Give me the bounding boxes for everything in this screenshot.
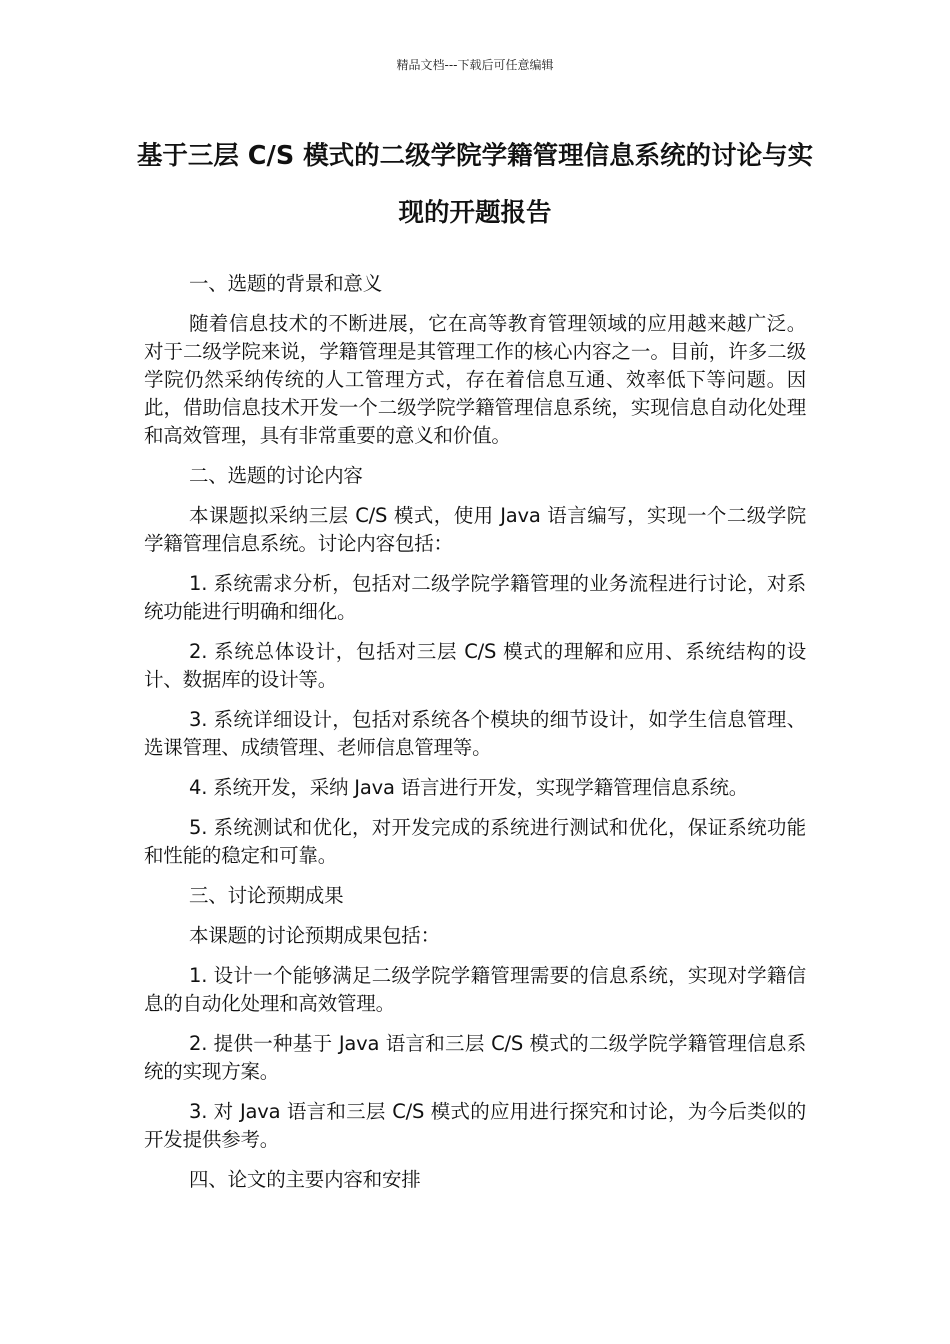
header-note: 精品文档---下载后可任意编辑 [396,58,554,72]
list-item-outcome-1: 1. 设计一个能够满足二级学院学籍管理需要的信息系统，实现对学籍信息的自动化处理和高效管理。 [144,964,806,1015]
list-item-outcome-2: 2. 提供一种基于 Java 语言和三层 C/S 模式的二级学院学籍管理信息系统的实现方案。 [144,1032,806,1083]
paragraph-outcomes-intro: 本课题的讨论预期成果包括： [189,924,440,947]
section-heading-content: 二、选题的讨论内容 [189,464,363,487]
list-item-content-2: 2. 系统总体设计，包括对三层 C/S 模式的理解和应用、系统结构的设计、数据库的设计等。 [144,640,806,691]
paragraph-background: 随着信息技术的不断进展，它在高等教育管理领域的应用越来越广泛。对于二级学院来说，学籍管理是其管理工作的核心内容之一。目前，许多二级学院仍然采纳传统的人工管理方式，存在着信息互通、效率低下等问题。因此，借助信息技术开发一个二级学院学籍管理信息系统，实现信息自动化处理和高效管理，具有非常重要的意义和价值。 [144,312,806,447]
list-item-content-4: 4. 系统开发，采纳 Java 语言进行开发，实现学籍管理信息系统。 [189,776,749,799]
document-body [144,270,806,1206]
section-heading-background: 一、选题的背景和意义 [189,272,383,295]
paragraph-content-intro: 本课题拟采纳三层 C/S 模式，使用 Java 语言编写，实现一个二级学院学籍管理信息系统。讨论内容包括： [144,504,806,555]
document-title: 基于三层 C/S 模式的二级学院学籍管理信息系统的讨论与实现的开题报告 [136,141,814,228]
list-item-content-1: 1. 系统需求分析，包括对二级学院学籍管理的业务流程进行讨论，对系统功能进行明确和细化。 [144,572,806,623]
section-heading-arrangement: 四、论文的主要内容和安排 [189,1168,421,1191]
section-heading-outcomes: 三、讨论预期成果 [189,884,344,907]
list-item-outcome-3: 3. 对 Java 语言和三层 C/S 模式的应用进行探究和讨论，为今后类似的开发提供参考。 [144,1100,806,1151]
list-item-content-3: 3. 系统详细设计，包括对系统各个模块的细节设计，如学生信息管理、选课管理、成绩管理、老师信息管理等。 [144,708,806,759]
list-item-content-5: 5. 系统测试和优化，对开发完成的系统进行测试和优化，保证系统功能和性能的稳定和可靠。 [144,816,806,867]
